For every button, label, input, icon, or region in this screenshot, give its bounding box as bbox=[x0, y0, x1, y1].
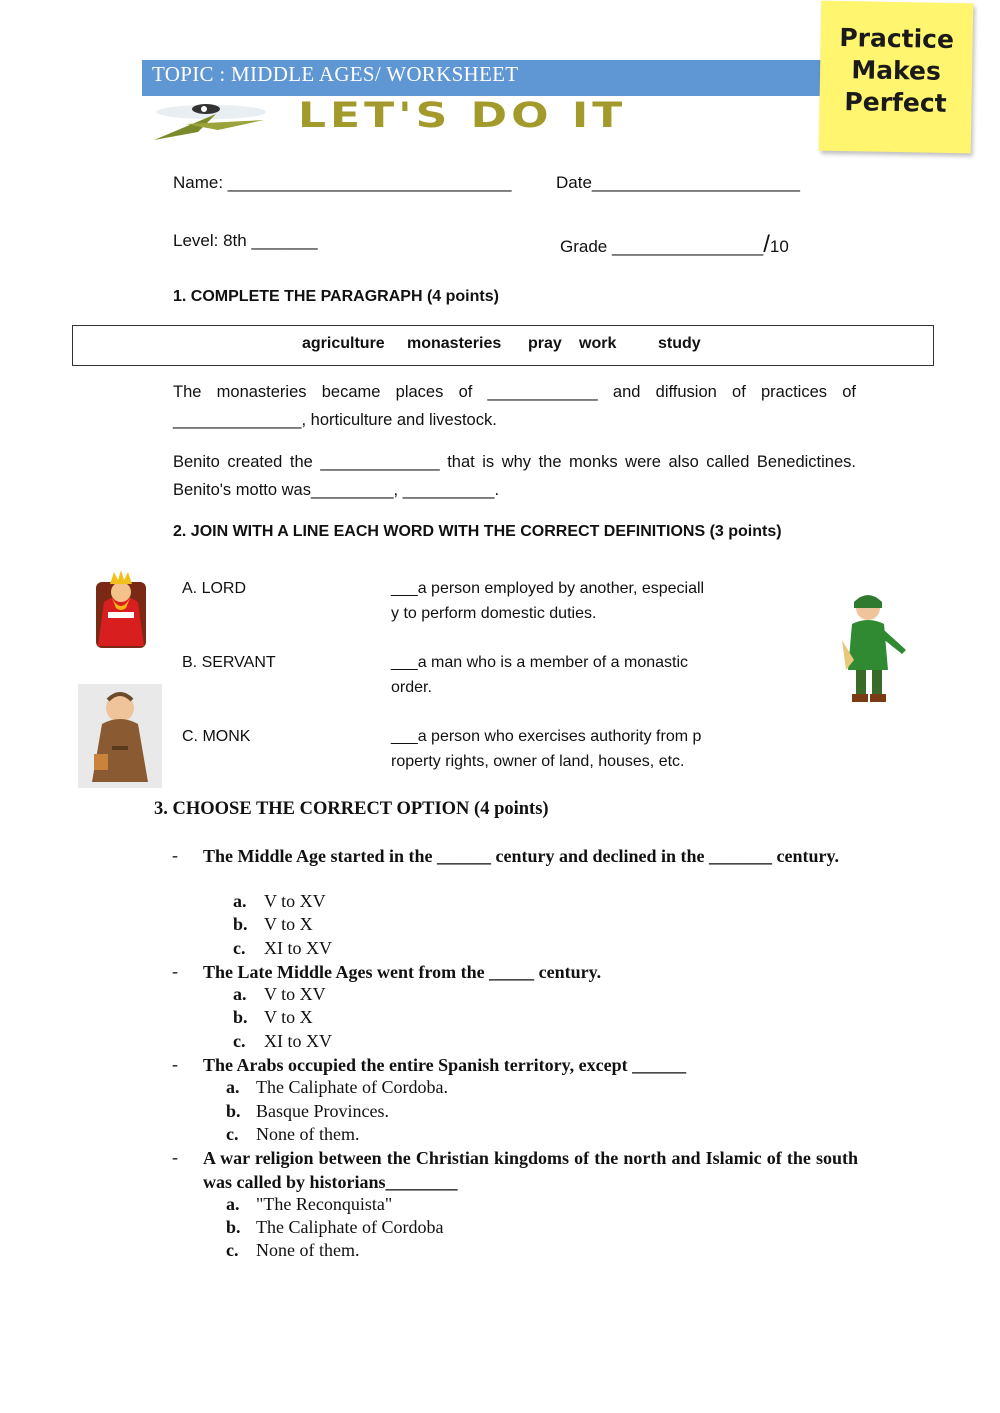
question-1: The Middle Age started in the ______ century and declined in the _______ century. bbox=[203, 846, 839, 866]
option-letter: a. bbox=[233, 984, 247, 1004]
definition-line: roperty rights, owner of land, houses, etc. bbox=[391, 752, 685, 770]
section3-title: 3. CHOOSE THE CORRECT OPTION (4 points) bbox=[154, 799, 549, 819]
option-text: "The Reconquista" bbox=[256, 1194, 393, 1214]
option-letter: b. bbox=[226, 1217, 241, 1237]
option-text: XI to XV bbox=[264, 938, 332, 958]
option-text: XI to XV bbox=[264, 1031, 332, 1051]
word-bank-item: work bbox=[579, 335, 617, 352]
question-4: A war religion between the Christian kingdoms of the north and Islamic of the south was called by historians________ bbox=[203, 1148, 858, 1192]
sticky-note bbox=[819, 1, 974, 154]
word-bank-item: monasteries bbox=[407, 335, 502, 352]
word-bank-item: pray bbox=[528, 335, 562, 352]
grade-total: 10 bbox=[769, 237, 789, 256]
match-word-lord: A. LORD bbox=[182, 580, 247, 597]
match-word-servant: B. SERVANT bbox=[182, 654, 276, 671]
option-letter: a. bbox=[233, 891, 247, 911]
king-clipart-icon bbox=[86, 562, 156, 652]
definition-1 bbox=[391, 577, 756, 626]
sticky-line: Practice bbox=[839, 23, 955, 55]
option-letter: b. bbox=[233, 914, 248, 934]
definition-line: order. bbox=[391, 678, 432, 696]
question-dash: - bbox=[172, 1147, 178, 1167]
grade-field[interactable] bbox=[560, 231, 789, 259]
option-text: V to X bbox=[264, 1007, 313, 1027]
question-3: The Arabs occupied the entire Spanish territory, except ______ bbox=[203, 1055, 687, 1075]
option-letter: c. bbox=[233, 1031, 246, 1051]
definition-line: ___a person employed by another, especiall bbox=[391, 580, 705, 597]
section1-title: 1. COMPLETE THE PARAGRAPH (4 points) bbox=[173, 288, 499, 305]
option-text: V to XV bbox=[264, 984, 326, 1004]
question-dash: - bbox=[172, 845, 178, 865]
question-2: The Late Middle Ages went from the _____ century. bbox=[203, 962, 602, 982]
level-field[interactable]: Level: 8th _______ bbox=[173, 231, 318, 250]
servant-clipart-icon bbox=[826, 590, 914, 710]
option-letter: a. bbox=[226, 1077, 240, 1097]
definition-2 bbox=[391, 651, 756, 700]
word-bank-item: study bbox=[658, 335, 701, 352]
paragraph-1: The monasteries became places of ____________ and diffusion of practices of ______________, horticulture and livestock. bbox=[173, 383, 856, 429]
option-letter: c. bbox=[226, 1124, 239, 1144]
sticky-line: Makes bbox=[851, 55, 942, 86]
option-text: None of them. bbox=[256, 1124, 360, 1144]
word-bank bbox=[72, 325, 934, 366]
word-bank-item: agriculture bbox=[302, 335, 385, 352]
option-letter: a. bbox=[226, 1194, 240, 1214]
definition-line: ___a person who exercises authority from p bbox=[391, 728, 702, 745]
option-text: The Caliphate of Cordoba bbox=[256, 1217, 444, 1237]
definition-line: y to perform domestic duties. bbox=[391, 604, 597, 622]
sticky-line: Perfect bbox=[844, 87, 947, 118]
grade-slash: / bbox=[763, 231, 770, 258]
topic-title: TOPIC : MIDDLE AGES/ WORKSHEET bbox=[152, 62, 519, 86]
date-field[interactable]: Date______________________ bbox=[556, 173, 800, 192]
definition-3 bbox=[391, 725, 756, 774]
match-word-monk: C. MONK bbox=[182, 728, 251, 745]
banner-title: LET'S DO IT bbox=[298, 96, 627, 136]
paragraph-2: Benito created the _____________ that is why the monks were also called Benedictines. Benito's motto was_________, __________. bbox=[173, 453, 856, 499]
question-dash: - bbox=[172, 961, 178, 981]
grade-label: Grade ________________ bbox=[560, 237, 764, 256]
option-letter: c. bbox=[226, 1240, 239, 1260]
option-text: V to X bbox=[264, 914, 313, 934]
section2-title: 2. JOIN WITH A LINE EACH WORD WITH THE CORRECT DEFINITIONS (3 points) bbox=[173, 523, 782, 540]
plane-clipart-icon bbox=[146, 100, 276, 146]
option-text: Basque Provinces. bbox=[256, 1101, 389, 1121]
option-text: V to XV bbox=[264, 891, 326, 911]
option-letter: c. bbox=[233, 938, 246, 958]
question-dash: - bbox=[172, 1054, 178, 1074]
definition-line: ___a man who is a member of a monastic bbox=[391, 654, 689, 671]
option-letter: b. bbox=[226, 1101, 241, 1121]
option-text: The Caliphate of Cordoba. bbox=[256, 1077, 448, 1097]
option-letter: b. bbox=[233, 1007, 248, 1027]
monk-clipart-icon bbox=[78, 684, 162, 788]
option-text: None of them. bbox=[256, 1240, 360, 1260]
name-field[interactable]: Name: ______________________________ bbox=[173, 173, 512, 192]
